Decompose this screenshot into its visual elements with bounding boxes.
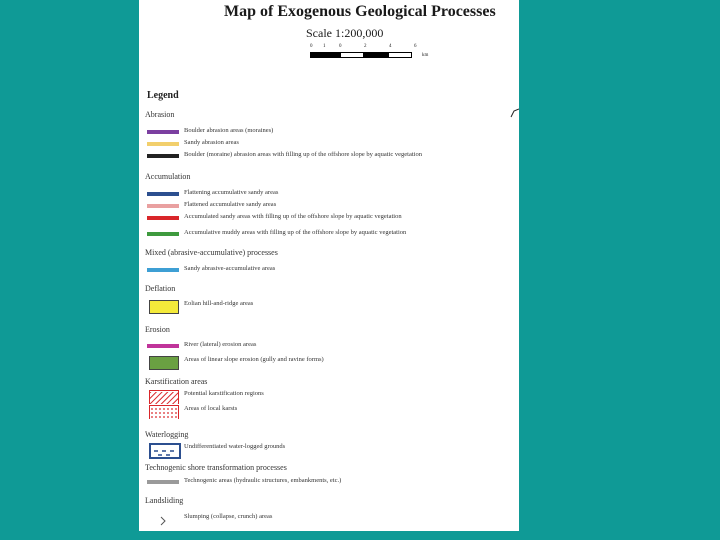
legend-category: Landsliding [145, 496, 184, 505]
legend-line-symbol [147, 130, 179, 134]
legend-category: Accumulation [145, 172, 191, 181]
scale-segment [340, 52, 364, 58]
legend-item-label: Sandy abrasion areas [184, 139, 239, 146]
legend-line-symbol [147, 192, 179, 196]
legend-item [147, 405, 517, 415]
legend-item-label: River (lateral) erosion areas [184, 341, 257, 348]
legend-item [147, 139, 517, 149]
legend-item [147, 127, 517, 137]
legend-line-symbol [147, 344, 179, 348]
legend-line-symbol [147, 480, 179, 484]
legend-item [147, 390, 517, 400]
legend-item [147, 477, 517, 487]
legend-line-symbol [147, 232, 179, 236]
scale-tick: 1 [323, 44, 326, 49]
map-title: Map of Exogenous Geological Processes [224, 3, 496, 20]
legend-item-label: Technogenic areas (hydraulic structures, embankments, etc.) [184, 477, 342, 484]
legend-item-label: Areas of local karsts [184, 405, 238, 412]
scale-text: Scale 1:200,000 [306, 26, 384, 40]
legend-fill-symbol [149, 300, 179, 314]
legend-waterlog-symbol [149, 443, 181, 459]
legend-item [147, 443, 517, 453]
legend-category: Karstification areas [145, 377, 208, 386]
legend-item [147, 229, 517, 239]
legend-hatch-symbol [149, 390, 179, 404]
legend-item-label: Flattening accumulative sandy areas [184, 189, 279, 196]
legend-title: Legend [147, 90, 179, 101]
legend-item [147, 189, 517, 199]
scale-unit: km [422, 53, 429, 58]
scale-tick: 2 [364, 44, 367, 49]
legend-item [147, 265, 517, 275]
legend-category: Waterlogging [145, 430, 189, 439]
legend-item [147, 513, 517, 523]
legend-item-label: Accumulated sandy areas with filling up of the offshore slope by aquatic vegetation [184, 213, 402, 220]
legend-item [147, 300, 517, 310]
scale-segment [310, 52, 340, 58]
legend-line-symbol [147, 204, 179, 208]
legend-category: Abrasion [145, 110, 175, 119]
legend-item [147, 213, 517, 223]
legend-category: Erosion [145, 325, 170, 334]
legend-item-label: Eolian hill-and-ridge areas [184, 300, 254, 307]
landslide-chevron-icon [147, 513, 179, 517]
scale-tick: 4 [389, 44, 392, 49]
legend-item-label: Boulder (moraine) abrasion areas with filling up of the offshore slope by aquatic vegetation [184, 151, 422, 158]
legend-category: Mixed (abrasive-accumulative) processes [145, 248, 278, 257]
legend-category: Technogenic shore transformation processes [145, 463, 287, 472]
legend-line-symbol [147, 154, 179, 158]
map-legend-sheet [139, 0, 519, 531]
legend-item-label: Undifferentiated water-logged grounds [184, 443, 286, 450]
legend-item-label: Potential karstification regions [184, 390, 264, 397]
scale-bar [310, 44, 430, 62]
legend-fill-symbol [149, 356, 179, 370]
scale-segment [364, 52, 388, 58]
legend-item [147, 341, 517, 351]
legend-item-label: Accumulative muddy areas with filling up of the offshore slope by aquatic vegetation [184, 229, 407, 236]
legend-line-symbol [147, 268, 179, 272]
legend-item-label: Areas of linear slope erosion (gully and ravine forms) [184, 356, 324, 363]
legend-category: Deflation [145, 284, 176, 293]
map-edge-mark [510, 108, 519, 118]
legend-line-symbol [147, 142, 179, 146]
legend-dots-symbol [149, 405, 179, 419]
scale-segment [388, 52, 412, 58]
legend-line-symbol [147, 216, 179, 220]
scale-tick: 6 [414, 44, 417, 49]
legend-item-label: Sandy abrasive-accumulative areas [184, 265, 276, 272]
legend-item [147, 356, 517, 366]
legend-item-label: Flattened accumulative sandy areas [184, 201, 277, 208]
legend-item-label: Slumping (collapse, crunch) areas [184, 513, 273, 520]
scale-tick: 0 [339, 44, 342, 49]
scale-tick: 0 [310, 44, 313, 49]
legend-item-label: Boulder abrasion areas (moraines) [184, 127, 274, 134]
legend-item [147, 201, 517, 211]
legend-item [147, 151, 517, 161]
